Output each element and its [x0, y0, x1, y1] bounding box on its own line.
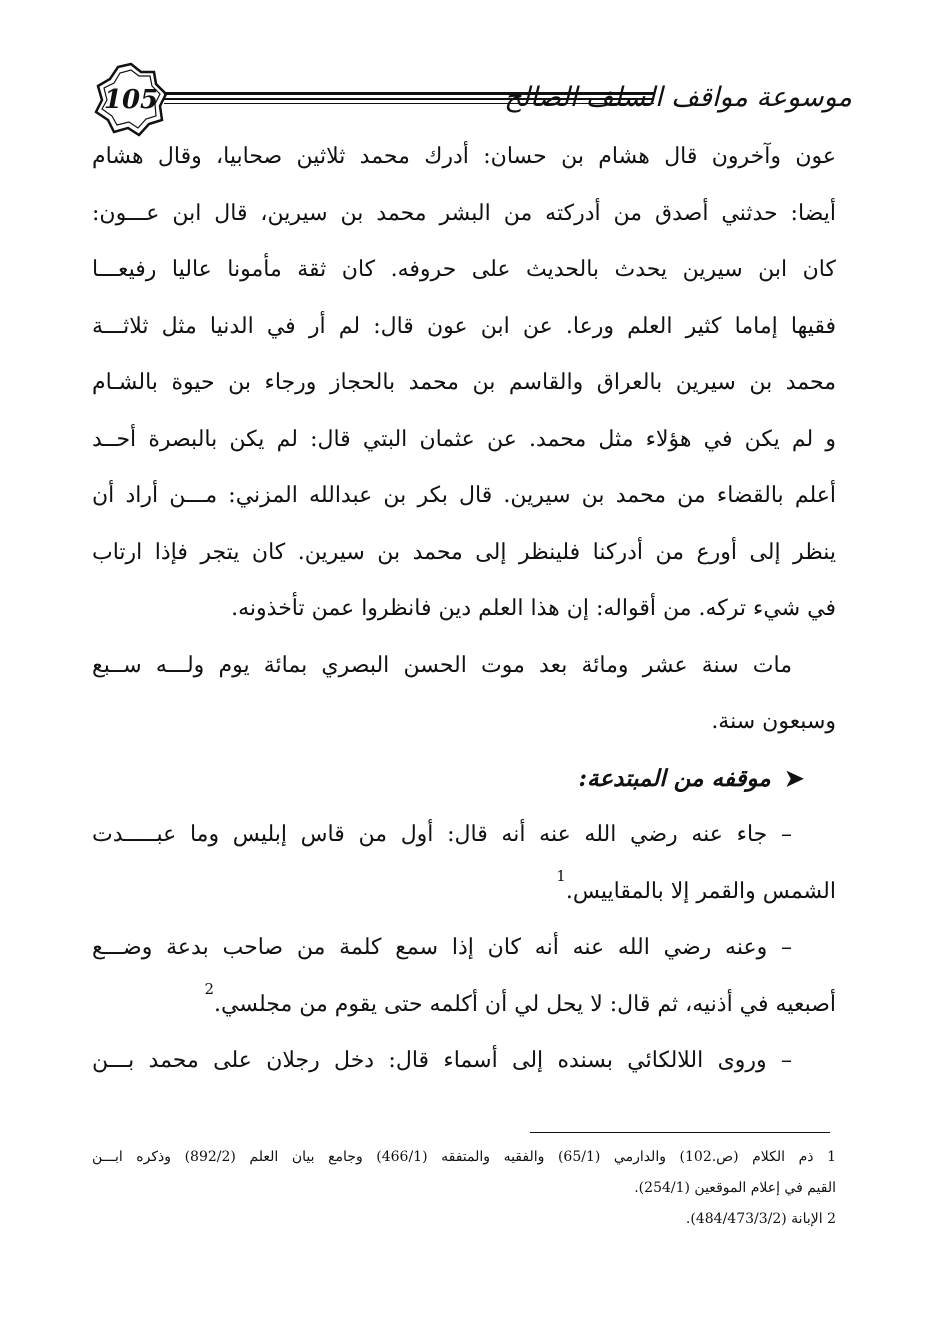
text-line: أيضا: حدثني أصدق من أدركته من البشر محمد بن سيرين، قال ابن عـــون:: [92, 200, 836, 226]
narration-2: [92, 920, 836, 1033]
text-line: – وعنه رضي الله عنه أنه كان إذا سمع كلمة من صاحب بدعة وضـــع: [92, 935, 792, 960]
text-segment: الشمس والقمر إلا بالمقاييس.: [565, 878, 836, 904]
text-line: [92, 977, 836, 1034]
text-line: ينظر إلى أورع من أدركنا فلينظر إلى محمد بن سيرين. كان يتجر فإذا ارتاب: [92, 539, 836, 565]
footnote-line: القيم في إعلام الموقعين (254/1).: [634, 1180, 836, 1196]
page-header: [92, 62, 852, 138]
body-text: [92, 129, 836, 1090]
text-segment: أصبعيه في أذنيه، ثم قال: لا يحل لي أن أكلمه حتى يقوم من مجلسي.: [214, 991, 836, 1017]
page-number-badge: [92, 62, 170, 138]
text-line: مات سنة عشر ومائة بعد موت الحسن البصري بمائة يوم ولـــه ســبع: [92, 652, 792, 678]
arrow-bullet-icon: ➤: [784, 764, 804, 792]
text-line: – جاء عنه رضي الله عنه أنه قال: أول من قاس إبليس وما عبـــــدت: [92, 822, 792, 847]
footnote-line: 2 الإبانة (484/473/3/2).: [685, 1211, 836, 1227]
text-line: – وروى اللالكائي بسنده إلى أسماء قال: دخل رجلان على محمد بـــن: [92, 1048, 792, 1073]
section-heading-text: موقفه من المبتدعة:: [578, 764, 771, 792]
text-line: و لم يكن في هؤلاء مثل محمد. عن عثمان البتي قال: لم يكن بالبصرة أحــد: [92, 426, 836, 452]
footnote-ref[interactable]: 1: [556, 867, 566, 886]
running-title: موسوعة مواقف السلف الصالح: [504, 82, 852, 113]
text-line: [92, 864, 836, 921]
narration-1: [92, 807, 836, 920]
text-line: في شيء تركه. من أقواله: إن هذا العلم دين فانظروا عمن تأخذونه.: [231, 596, 836, 621]
paragraph-death: [92, 638, 836, 751]
footnote-line: 1 ذم الكلام (ص.102) والدارمي (65/1) والفقيه والمتفقه (466/1) وجامع بيان العلم (892/2) وذكره ابـــن: [92, 1149, 836, 1165]
footnote-ref[interactable]: 2: [204, 980, 215, 999]
footnote-separator: [530, 1132, 830, 1133]
narration-3: [92, 1033, 836, 1090]
text-line: كان ابن سيرين يحدث بالحديث على حروفه. كان ثقة مأمونا عاليا رفيعـــا: [92, 257, 836, 282]
footnotes: [92, 1142, 836, 1235]
text-line: وسبعون سنة.: [711, 709, 836, 734]
text-line: عون وآخرون قال هشام بن حسان: أدرك محمد ثلاثين صحابيا، وقال هشام: [92, 144, 836, 169]
section-heading: [92, 751, 836, 808]
text-line: محمد بن سيرين بالعراق والقاسم بن محمد بالحجاز ورجاء بن حيوة بالشـام: [92, 370, 836, 395]
paragraph-biography: [92, 129, 836, 638]
page-number: 105: [103, 85, 159, 115]
text-line: فقيها إماما كثير العلم ورعا. عن ابن عون قال: لم أر في الدنيا مثل ثلاثـــة: [92, 313, 836, 339]
text-line: أعلم بالقضاء من محمد بن سيرين. قال بكر بن عبدالله المزني: مـــن أراد أن: [92, 483, 836, 508]
